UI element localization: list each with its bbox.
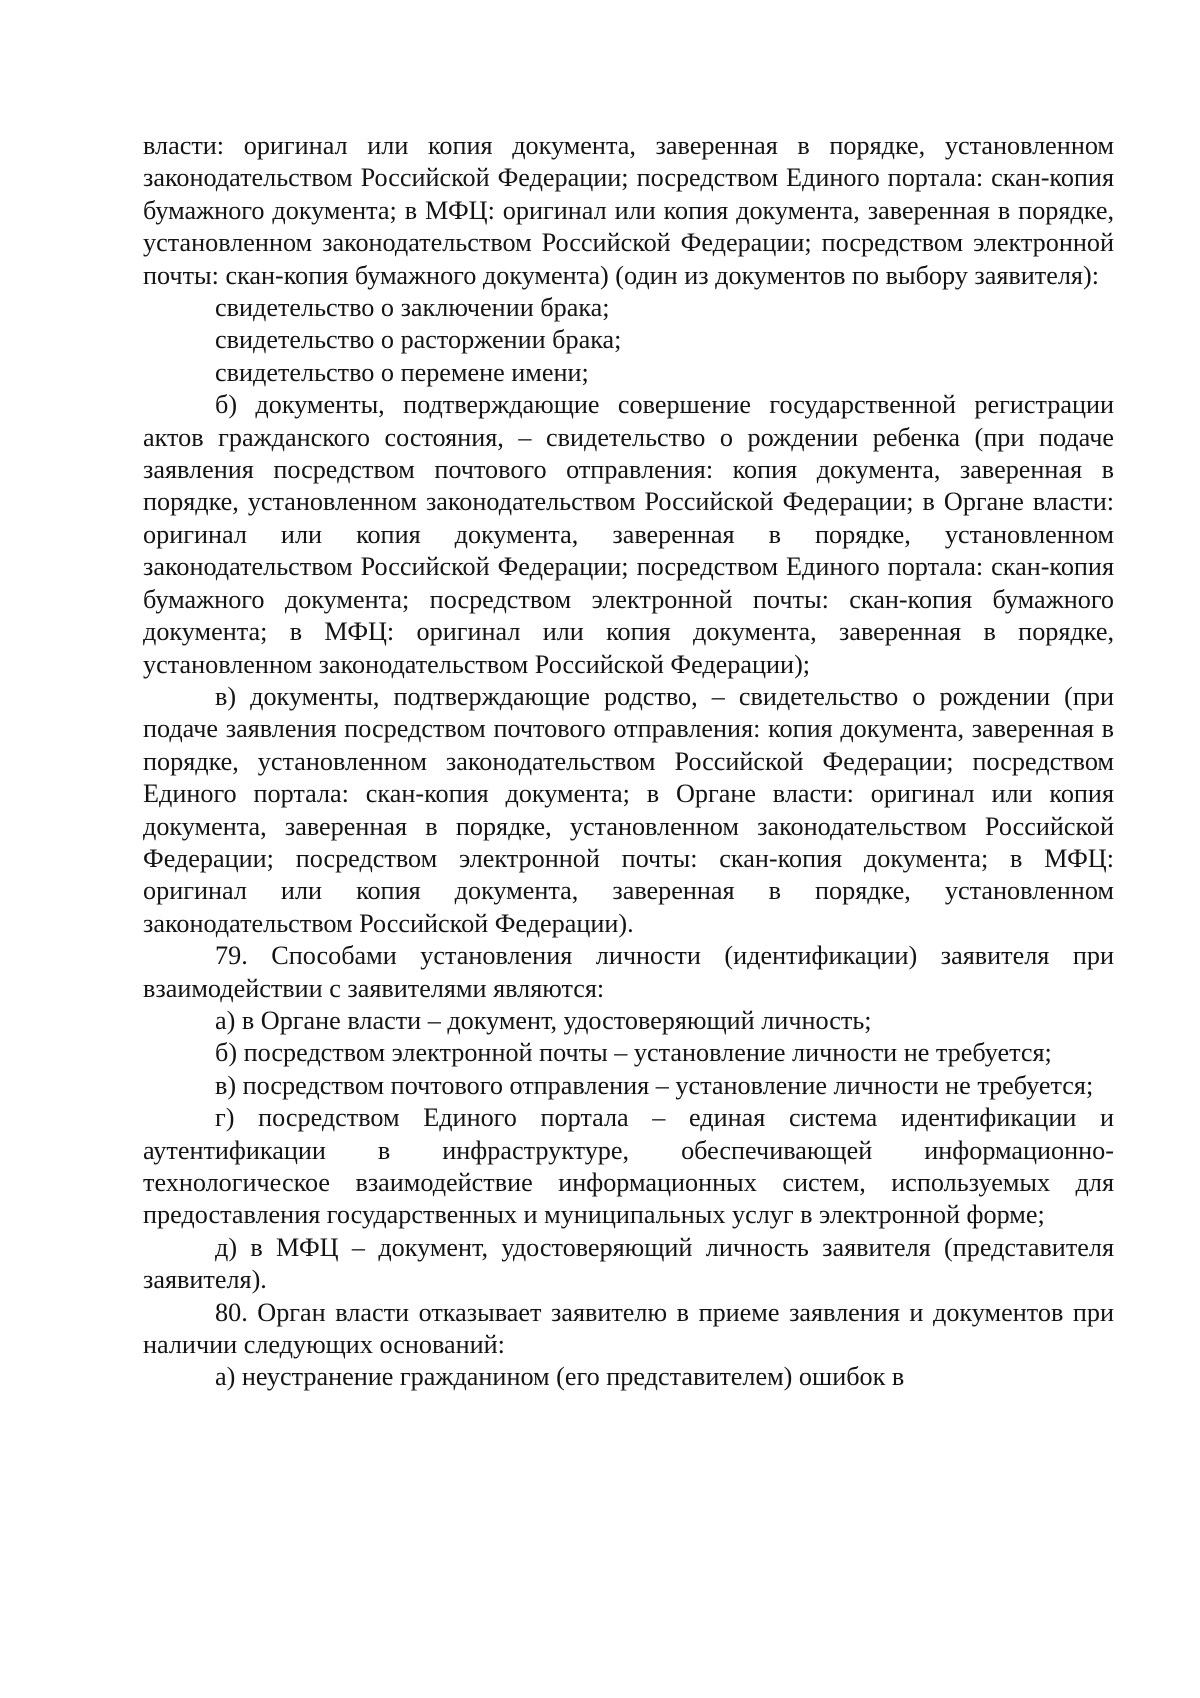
paragraph-80-a: а) неустранение гражданином (его представителем) ошибок в [215, 1362, 905, 1392]
paragraph-79-identification: 79. Способами установления личности (идентификации) заявителя при взаимодействии с заявителями являются: [143, 941, 1114, 1003]
paragraph-79-a: а) в Органе власти – документ, удостоверяющий личность; [215, 1005, 872, 1035]
paragraph-v-kinship-documents: в) документы, подтверждающие родство, – свидетельство о рождении (при подаче заявления посредством почтового отправления: копия документа, заверенная в порядке, установленном законодательством Российской Федерации; посредством Единого портала: скан-копия документа; в Органе власти: оригинал или копия документа, заверенная в порядке, установленном законодательством Российской Федерации; посредством электронной почты: скан-копия документа; в МФЦ: оригинал или копия документа, заверенная в порядке, установленном законодательством Российской Федерации). [143, 681, 1114, 938]
paragraph-b-birth-certificate: б) документы, подтверждающие совершение государственной регистрации актов гражданского состояния, – свидетельство о рождении ребенка (при подаче заявления посредством почтового отправления: копия документа, заверенная в порядке, установленном законодательством Российской Федерации; в Органе власти: оригинал или копия документа, заверенная в порядке, установленном законодательством Российской Федерации; посредством Единого портала: скан-копия бумажного документа; посредством электронной почты: скан-копия бумажного документа; в МФЦ: оригинал или копия документа, заверенная в порядке, установленном законодательством Российской Федерации); [143, 390, 1114, 679]
paragraph-79-g: г) посредством Единого портала – единая система идентификации и аутентификации в инфраструктуре, обеспечивающей информационно-технологическое взаимодействие информационных систем, используемых для предоставления государственных и муниципальных услуг в электронной форме; [143, 1103, 1114, 1230]
document-page [143, 130, 1114, 1394]
list-item-divorce-certificate: свидетельство о расторжении брака; [215, 325, 622, 355]
paragraph-79-b: б) посредством электронной почты – установление личности не требуется; [215, 1038, 1052, 1068]
paragraph-79-v: в) посредством почтового отправления – установление личности не требуется; [215, 1070, 1094, 1100]
paragraph-80-refusal: 80. Орган власти отказывает заявителю в приеме заявления и документов при наличии следующих оснований: [143, 1297, 1114, 1360]
list-item-marriage-certificate: свидетельство о заключении брака; [215, 293, 610, 323]
paragraph-79-d: д) в МФЦ – документ, удостоверяющий личность заявителя (представителя заявителя). [143, 1232, 1114, 1295]
paragraph-continuation: власти: оригинал или копия документа, заверенная в порядке, установленном законодательством Российской Федерации; посредством Единого портала: скан-копия бумажного документа; в МФЦ: оригинал или копия документа, заверенная в порядке, установленном законодательством Российской Федерации; посредством электронной почты: скан-копия бумажного документа) (один из документов по выбору заявителя): [143, 131, 1114, 290]
list-item-name-change-certificate: свидетельство о перемене имени; [215, 357, 589, 387]
